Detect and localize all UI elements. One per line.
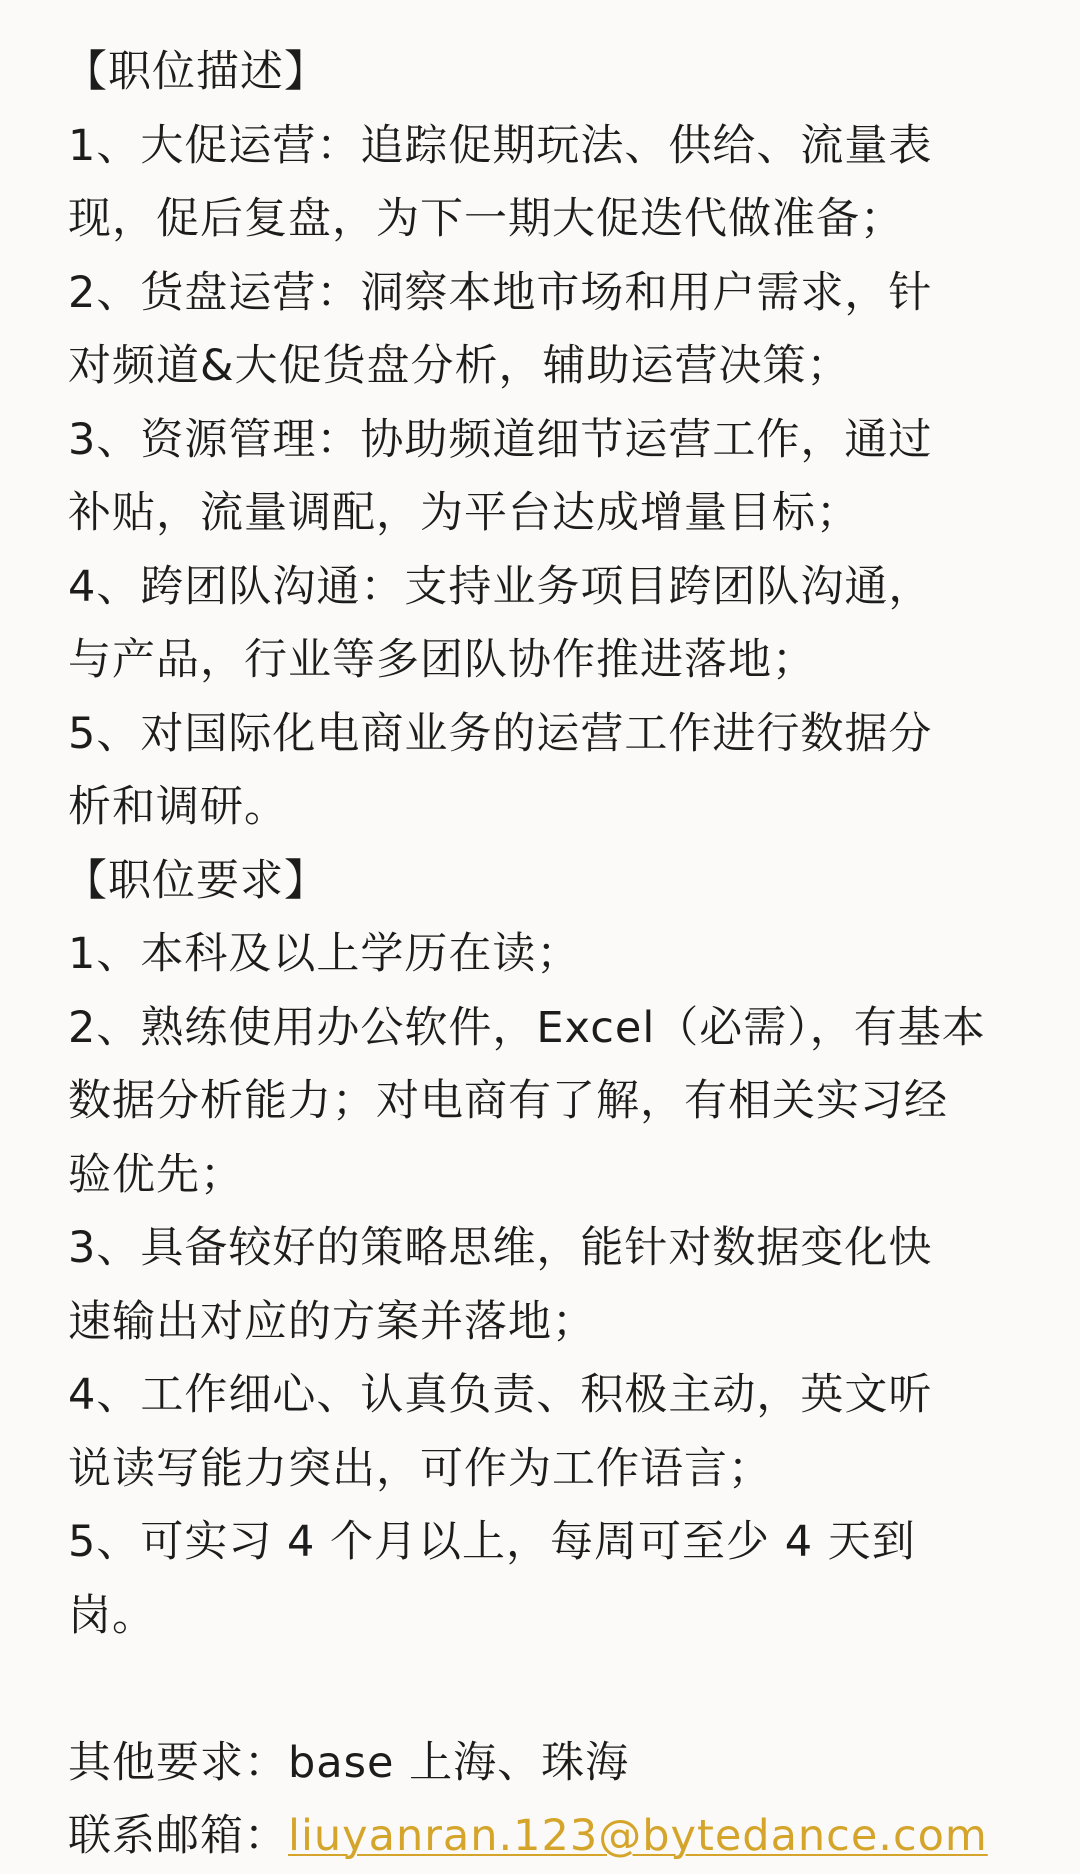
- requirements-line: 岗。: [68, 1590, 156, 1641]
- requirements-line: 数据分析能力；对电商有了解，有相关实习经: [68, 1076, 948, 1126]
- requirements-line: 2、熟练使用办公软件，Excel（必需），有基本: [68, 1002, 986, 1053]
- contact-email-link[interactable]: liuyanran.123@bytedance.com: [288, 1811, 988, 1861]
- description-heading: 【职位描述】: [64, 47, 328, 97]
- description-line: 现，促后复盘，为下一期大促迭代做准备；: [68, 194, 904, 244]
- description-line: 5、对国际化电商业务的运营工作进行数据分: [68, 708, 933, 759]
- requirements-line: 速输出对应的方案并落地；: [68, 1296, 596, 1347]
- requirements-line: 说读写能力突出，可作为工作语言；: [68, 1443, 772, 1494]
- description-line: 3、资源管理：协助频道细节运营工作，通过: [68, 414, 933, 465]
- description-line: 1、大促运营：追踪促期玩法、供给、流量表: [68, 120, 933, 171]
- other-requirements-label: 其他要求：: [68, 1737, 288, 1788]
- description-line: 4、跨团队沟通：支持业务项目跨团队沟通，: [68, 561, 933, 612]
- description-line: 补贴，流量调配，为平台达成增量目标；: [68, 488, 860, 538]
- requirements-line: 5、可实习 4 个月以上，每周可至少 4 天到: [68, 1517, 916, 1567]
- contact-email-label: 联系邮箱：: [68, 1811, 288, 1861]
- requirements-line: 1、本科及以上学历在读；: [68, 929, 581, 979]
- blank-line: [68, 1653, 1028, 1727]
- requirements-line: 3、具备较好的策略思维，能针对数据变化快: [68, 1223, 933, 1273]
- other-requirements: [68, 1727, 1028, 1801]
- description-line: 与产品，行业等多团队协作推进落地；: [68, 635, 816, 685]
- location-value: base 上海、珠海: [288, 1737, 630, 1788]
- contact-email-row: [68, 1800, 1028, 1874]
- requirements-line: 4、工作细心、认真负责、积极主动，英文听: [68, 1370, 933, 1420]
- job-post-content: [64, 36, 1028, 1874]
- description-line: 对频道&大促货盘分析，辅助运营决策；: [68, 341, 851, 391]
- requirements-heading: 【职位要求】: [64, 855, 328, 906]
- description-line: 2、货盘运营：洞察本地市场和用户需求，针: [68, 267, 933, 318]
- requirements-line: 验优先；: [68, 1149, 244, 1200]
- description-line: 析和调研。: [68, 782, 288, 832]
